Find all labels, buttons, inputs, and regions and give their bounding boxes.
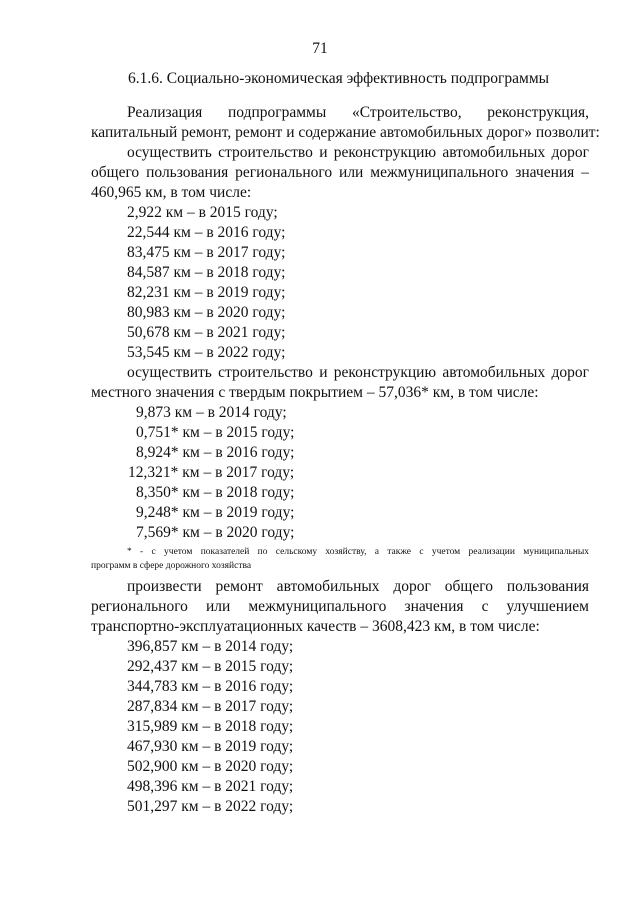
block2-line-1: осуществить строительство и реконструкцию автомобильных дорог (127, 364, 589, 381)
block3-line-1: произвести ремонт автомобильных дорог общего пользования (127, 578, 589, 595)
list-item: 53,545 км – в 2022 году; (127, 344, 286, 361)
list-item: 315,989 км – в 2018 году; (127, 718, 294, 735)
intro-line-2: капитальный ремонт, ремонт и содержание автомобильных дорог» позволит: (91, 124, 600, 141)
block2-line-2: местного значения с твердым покрытием – 57,036* км, в том числе: (91, 384, 539, 401)
list-item: 287,834 км – в 2017 году; (127, 698, 294, 715)
list-item: 8,350* км – в 2018 году; (136, 484, 295, 501)
list-item: 22,544 км – в 2016 году; (127, 224, 286, 241)
list-item: 83,475 км – в 2017 году; (127, 244, 286, 261)
list-item: 502,900 км – в 2020 году; (127, 758, 294, 775)
section-heading: 6.1.6. Социально-экономическая эффективность подпрограммы (128, 70, 550, 87)
list-item: 501,297 км – в 2022 году; (127, 798, 294, 815)
list-item: 9,248* км – в 2019 году; (136, 504, 295, 521)
footnote-line-1: * - с учетом показателей по сельскому хозяйству, а также с учетом реализации муниципальных (127, 547, 589, 557)
list-item: 396,857 км – в 2014 году; (127, 638, 294, 655)
list-item: 0,751* км – в 2015 году; (136, 424, 295, 441)
block1-line-1: осуществить строительство и реконструкцию автомобильных дорог (127, 144, 589, 161)
list-item: 2,922 км – в 2015 году; (127, 204, 278, 221)
block3-line-2: регионального или межмуниципального значения с улучшением (91, 598, 589, 615)
list-item: 9,873 км – в 2014 году; (136, 404, 287, 421)
list-item: 7,569* км – в 2020 году; (136, 524, 295, 541)
list-item: 467,930 км – в 2019 году; (127, 738, 294, 755)
list-item: 344,783 км – в 2016 году; (127, 678, 294, 695)
list-item: 82,231 км – в 2019 году; (127, 284, 286, 301)
block3-line-3: транспортно-эксплуатационных качеств – 3608,423 км, в том числе: (91, 618, 540, 635)
list-item: 84,587 км – в 2018 году; (127, 264, 286, 281)
page-number: 71 (312, 40, 328, 57)
list-item: 292,437 км – в 2015 году; (127, 658, 294, 675)
list-item: 50,678 км – в 2021 году; (127, 324, 286, 341)
list-item: 498,396 км – в 2021 году; (127, 778, 294, 795)
block1-line-3: 460,965 км, в том числе: (91, 184, 252, 201)
list-item: 12,321* км – в 2017 году; (128, 464, 295, 481)
intro-line-1: Реализация подпрограммы «Строительство, реконструкция, (127, 104, 589, 121)
block1-line-2: общего пользования регионального или межмуниципального значения – (91, 164, 589, 181)
footnote-line-2: программ в сфере дорожного хозяйства (91, 561, 252, 571)
list-item: 80,983 км – в 2020 году; (127, 304, 286, 321)
list-item: 8,924* км – в 2016 году; (136, 444, 295, 461)
